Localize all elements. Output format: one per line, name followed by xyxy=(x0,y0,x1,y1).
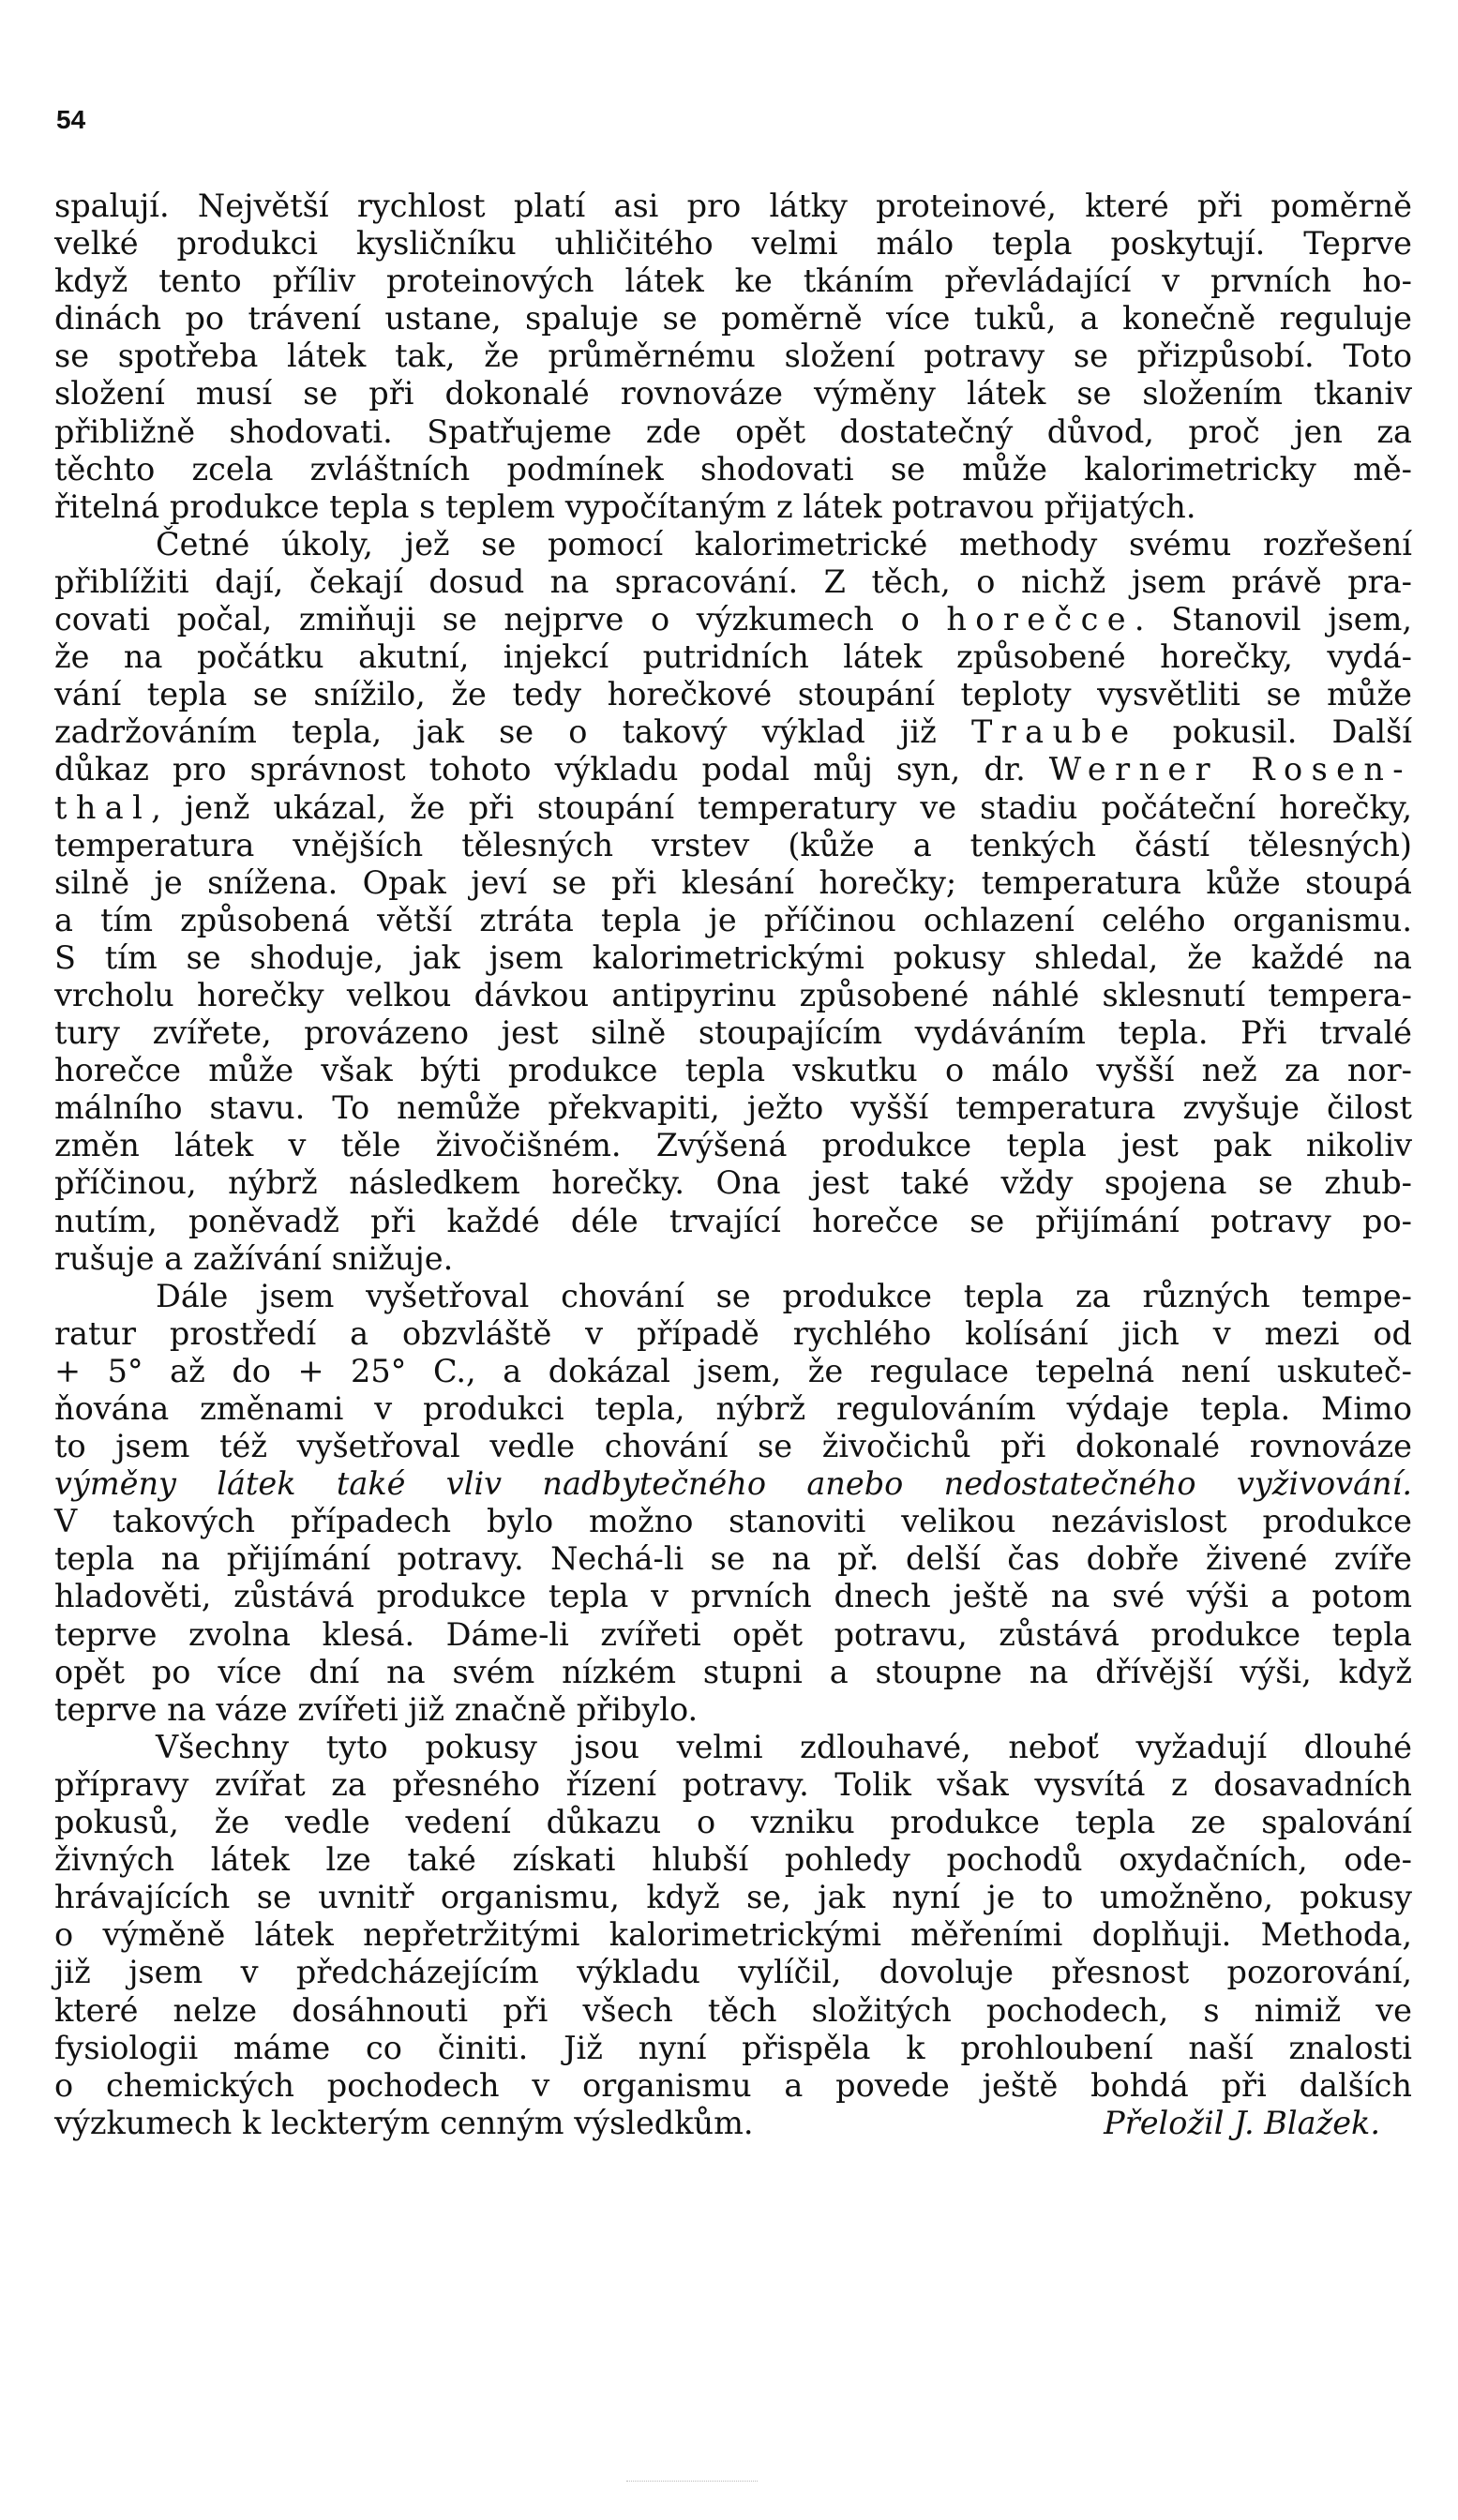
text-line: výzkumech k leckterým cenným výsledkům. Přeložil J. Blažek. xyxy=(54,2105,1412,2142)
text-line: dinách po trávení ustane, spaluje se poměrně více tuků, a konečně reguluje xyxy=(54,300,1412,338)
text-line: to jsem též vyšetřoval vedle chování se živočichů při dokonalé rovnováze xyxy=(54,1428,1412,1465)
text-line: výměny látek také vliv nadbytečného anebo nedostatečného vyživování. xyxy=(54,1465,1412,1503)
text-line: velké produkci kysličníku uhličitého velmi málo tepla poskytují. Teprve xyxy=(54,225,1412,262)
text-line: Všechny tyto pokusy jsou velmi zdlouhavé, neboť vyžadují dlouhé xyxy=(156,1728,1412,1765)
text-line: složení musí se při dokonalé rovnováze výměny látek se složením tkaniv xyxy=(54,375,1412,412)
text-line: již jsem v předcházejícím výkladu vylíčil, dovoluje přesnost pozorování, xyxy=(54,1954,1412,1991)
text-line: hladověti, zůstává produkce tepla v prvních dnech ještě na své výši a potom xyxy=(54,1578,1412,1615)
text-line: Četné úkoly, jež se pomocí kalorimetrické methody svému rozřešení xyxy=(156,525,1412,562)
spaced-term: horečce xyxy=(946,601,1135,638)
text-line: těchto zcela zvláštních podmínek shodovati se může kalorimetricky mě- xyxy=(54,450,1412,488)
spaced-name: Traube xyxy=(970,713,1138,751)
spaced-name: thal xyxy=(54,788,152,826)
text-line: změn látek v těle živočišném. Zvýšená produkce tepla jest pak nikoliv xyxy=(54,1127,1412,1164)
text-line: vrcholu horečky velkou dávkou antipyrinu způsobené náhlé sklesnutí tempera- xyxy=(54,976,1412,1013)
text-line: příčinou, nýbrž následkem horečky. Ona jest také vždy spojena se zhub- xyxy=(54,1164,1412,1202)
text-line: přibližně shodovati. Spatřujeme zde opět dostatečný důvod, proč jen za xyxy=(54,412,1412,450)
text-line: které nelze dosáhnouti při všech těch složitých pochodech, s nimiž ve xyxy=(54,1991,1412,2029)
text-line: S tím se shoduje, jak jsem kalorimetrickými pokusy shledal, že každé na xyxy=(54,938,1412,976)
text-line: thal, jenž ukázal, že při stoupání temperatury ve stadiu počáteční horečky, xyxy=(54,788,1412,826)
text-line: když tento příliv proteinových látek ke tkáním převládající v prvních ho- xyxy=(54,262,1412,300)
text-line: rušuje a zažívání snižuje. xyxy=(54,1239,454,1277)
text-line: opět po více dní na svém nízkém stupni a stoupne na dřívější výši, když xyxy=(54,1653,1412,1690)
end-divider xyxy=(626,2481,758,2482)
spaced-name: Werner Rosen- xyxy=(1048,751,1412,788)
text-line: a tím způsobená větší ztráta tepla je příčinou ochlazení celého organismu. xyxy=(54,901,1412,938)
text-line: silně je snížena. Opak jeví se při klesání horečky; temperatura kůže stoupá xyxy=(54,863,1412,901)
text-line: že na počátku akutní, injekcí putridních látek způsobené horečky, vydá- xyxy=(54,638,1412,676)
text-line: řitelná produkce tepla s teplem vypočítaným z látek potravou přijatých. xyxy=(54,488,1196,525)
text-line: přiblížiti dají, čekají dosud na spracování. Z těch, o nichž jsem právě pra- xyxy=(54,562,1412,600)
text-line: ňována změnami v produkci tepla, nýbrž regulováním výdaje tepla. Mimo xyxy=(54,1390,1412,1427)
text-line: málního stavu. To nemůže překvapiti, ježto vyšší temperatura zvyšuje čilost xyxy=(54,1089,1412,1127)
body-text xyxy=(54,188,1412,2142)
text-line: vání tepla se snížilo, že tedy horečkové stoupání teploty vysvětliti se může xyxy=(54,676,1412,713)
text-line: se spotřeba látek tak, že průměrnému složení potravy se přizpůsobí. Toto xyxy=(54,338,1412,375)
text-line: + 5° až do + 25° C., a dokázal jsem, že regulace tepelná není uskuteč- xyxy=(54,1352,1412,1389)
text-line: o výměně látek nepřetržitými kalorimetrickými měřeními doplňuji. Methoda, xyxy=(54,1916,1412,1954)
text-line: přípravy zvířat za přesného řízení potravy. Tolik však vysvítá z dosavadních xyxy=(54,1765,1412,1803)
text-line: fysiologii máme co činiti. Již nyní přispěla k prohloubení naší znalosti xyxy=(54,2029,1412,2066)
translator-signature: Přeložil J. Blažek. xyxy=(1104,2104,1380,2141)
text-line: o chemických pochodech v organismu a povede ještě bohdá při dalších xyxy=(54,2066,1412,2104)
text-line: nutím, poněvadž při každé déle trvající horečce se přijímání potravy po- xyxy=(54,1202,1412,1239)
text-line: tepla na přijímání potravy. Nechá-li se na př. delší čas dobře živené zvíře xyxy=(54,1540,1412,1578)
text-line: teprve na váze zvířeti již značně přibylo. xyxy=(54,1690,699,1728)
text-line: zadržováním tepla, jak se o takový výklad již Traube pokusil. Další xyxy=(54,713,1413,751)
text-line: teprve zvolna klesá. Dáme-li zvířeti opět potravu, zůstává produkce tepla xyxy=(54,1615,1412,1653)
text-line: spalují. Největší rychlost platí asi pro látky proteinové, které při poměrně xyxy=(54,188,1412,224)
text-line: tury zvířete, provázeno jest silně stoupajícím vydáváním tepla. Při trvalé xyxy=(54,1014,1412,1052)
text-line: covati počal, zmiňuji se nejprve o výzkumech o horečce. Stanovil jsem, xyxy=(54,601,1413,638)
text-line: hrávajících se uvnitř organismu, když se, jak nyní je to umožněno, pokusy xyxy=(54,1879,1412,1916)
text-line: horečce může však býti produkce tepla vskutku o málo vyšší než za nor- xyxy=(54,1052,1412,1089)
text-line: temperatura vnějších tělesných vrstev (kůže a tenkých částí tělesných) xyxy=(54,826,1412,863)
text-line: ratur prostředí a obzvláště v případě rychlého kolísání jich v mezi od xyxy=(54,1314,1412,1352)
text-line: V takových případech bylo možno stanoviti velikou nezávislost produkce xyxy=(54,1503,1412,1540)
page-number: 54 xyxy=(56,105,86,134)
text-line: živných látek lze také získati hlubší pohledy pochodů oxydačních, ode- xyxy=(54,1841,1412,1879)
text-line: důkaz pro správnost tohoto výkladu podal můj syn, dr. Werner Rosen- xyxy=(54,751,1412,788)
text-line: Dále jsem vyšetřoval chování se produkce tepla za různých tempe- xyxy=(156,1277,1412,1314)
text-line: pokusů, že vedle vedení důkazu o vzniku produkce tepla ze spalování xyxy=(54,1804,1412,1841)
